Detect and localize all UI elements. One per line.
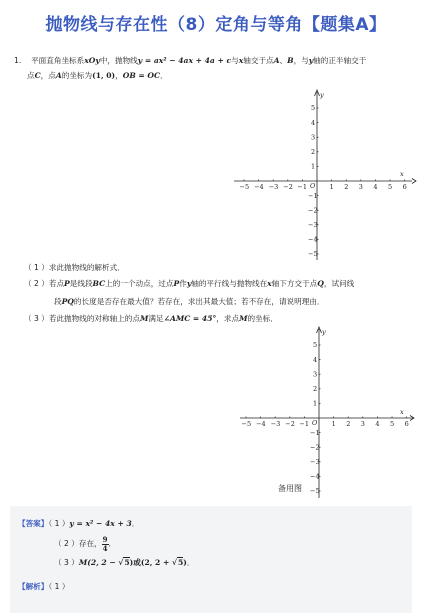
x-tick-label: −4: [254, 183, 264, 191]
y-tick-label: 2: [313, 385, 318, 393]
y-tick-label: −3: [310, 458, 320, 466]
page-title: 抛物线与存在性（8）定角与等角【题集A】: [45, 15, 387, 35]
origin-label: O: [312, 419, 318, 427]
coordinate-grid-2: [236, 323, 426, 501]
y-tick-label: −4: [308, 235, 318, 244]
answer-2-fraction: $\frac{9}{4}$: [102, 534, 108, 553]
problem-number: 1.: [14, 56, 22, 65]
y-axis: [315, 90, 320, 260]
question-2-line2: 段PQ的长度是否存在最大值？若存在，求出其最大值；若不存在，请说明理由．: [54, 297, 325, 306]
answer-line-1: 【答案】（ 1 ）y = x² − 4x + 3．: [18, 519, 140, 528]
question-1: （ 1 ）求此抛物线的解析式．: [24, 263, 125, 272]
y-tick-label: 5: [311, 104, 316, 113]
x-axis: [240, 416, 414, 421]
y-axis-label: y: [322, 328, 326, 336]
x-tick-label: 3: [358, 183, 363, 191]
y-tick-label: −2: [310, 443, 320, 452]
x-tick-label: 6: [404, 420, 409, 428]
spare-graph-caption: 备用图: [278, 484, 302, 493]
y-tick-label: 5: [313, 341, 318, 350]
y-tick-label: 4: [313, 355, 318, 364]
answer-1-equation: y = x² − 4x + 3: [69, 519, 132, 528]
y-tick-label: 1: [311, 162, 316, 171]
x-axis-label: x: [400, 170, 404, 178]
y-tick-label: 2: [311, 148, 316, 156]
y-tick-label: 3: [311, 133, 316, 142]
x-tick-label: 4: [373, 183, 378, 191]
x-tick-label: −2: [285, 420, 295, 428]
x-tick-label: 2: [344, 183, 349, 191]
y-tick-label: −4: [310, 472, 320, 481]
x-tick-label: 4: [375, 420, 380, 428]
y-tick-label: 1: [313, 399, 318, 408]
answer-line-3: （ 3 ）M(2, 2 − √5)或(2, 2 + √5)．: [54, 558, 195, 567]
x-tick-label: −3: [270, 420, 281, 428]
analysis-tag: 【解析】: [18, 582, 49, 591]
question-3: （ 3 ）若此抛物线的对称轴上的点M满足∠AMC = 45°，求点M的坐标．: [24, 314, 278, 323]
x-tick-label: 5: [390, 420, 395, 428]
y-tick-label: 3: [313, 370, 318, 379]
x-tick-label: −5: [239, 183, 250, 191]
x-tick-label: −4: [256, 420, 266, 428]
analysis-line-1: 【解析】（ 1 ）: [18, 582, 70, 591]
x-tick-label: −3: [268, 183, 279, 191]
y-tick-label: −1: [310, 428, 320, 437]
x-tick-label: 3: [360, 420, 365, 428]
x-tick-label: −2: [283, 183, 293, 191]
problem-stem-line1: 1. 平面直角坐标系xOy中，抛物线y = ax² − 4ax + 4a + c与x轴交于点A、B，与y轴的正半轴交于: [14, 56, 367, 65]
x-tick-label: −5: [241, 420, 252, 428]
answer-tag: 【答案】: [18, 519, 49, 528]
x-tick-label: −1: [297, 183, 307, 191]
y-axis-label: y: [320, 91, 324, 99]
x-tick-label: 1: [329, 183, 334, 191]
x-tick-label: 1: [331, 420, 336, 428]
x-tick-label: 2: [346, 420, 351, 428]
y-tick-label: −3: [308, 221, 318, 229]
x-tick-label: −1: [299, 420, 309, 428]
x-tick-label: 6: [402, 183, 407, 191]
parabola-equation: y = ax² − 4ax + 4a + c: [137, 56, 232, 65]
question-2-line1: （ 2 ）若点P是线段BC上的一个动点，过点P作y轴的平行线与抛物线在x轴下方交于点Q，试问线: [24, 279, 355, 288]
y-tick-label: −5: [308, 250, 318, 259]
x-axis-label: x: [400, 408, 404, 416]
y-tick-label: −2: [308, 206, 318, 215]
answer-line-2: （ 2 ）存在， $\frac{9}{4}$ ．: [54, 534, 117, 553]
x-tick-label: 5: [388, 183, 393, 191]
y-tick-label: 4: [311, 118, 316, 127]
y-tick-label: −5: [310, 487, 320, 496]
origin-label: O: [310, 182, 316, 190]
coordinate-grid-1: [230, 85, 420, 260]
y-tick-label: −1: [308, 191, 318, 200]
problem-stem-line2: 点C，点A的坐标为(1, 0)，OB = OC．: [27, 71, 168, 80]
